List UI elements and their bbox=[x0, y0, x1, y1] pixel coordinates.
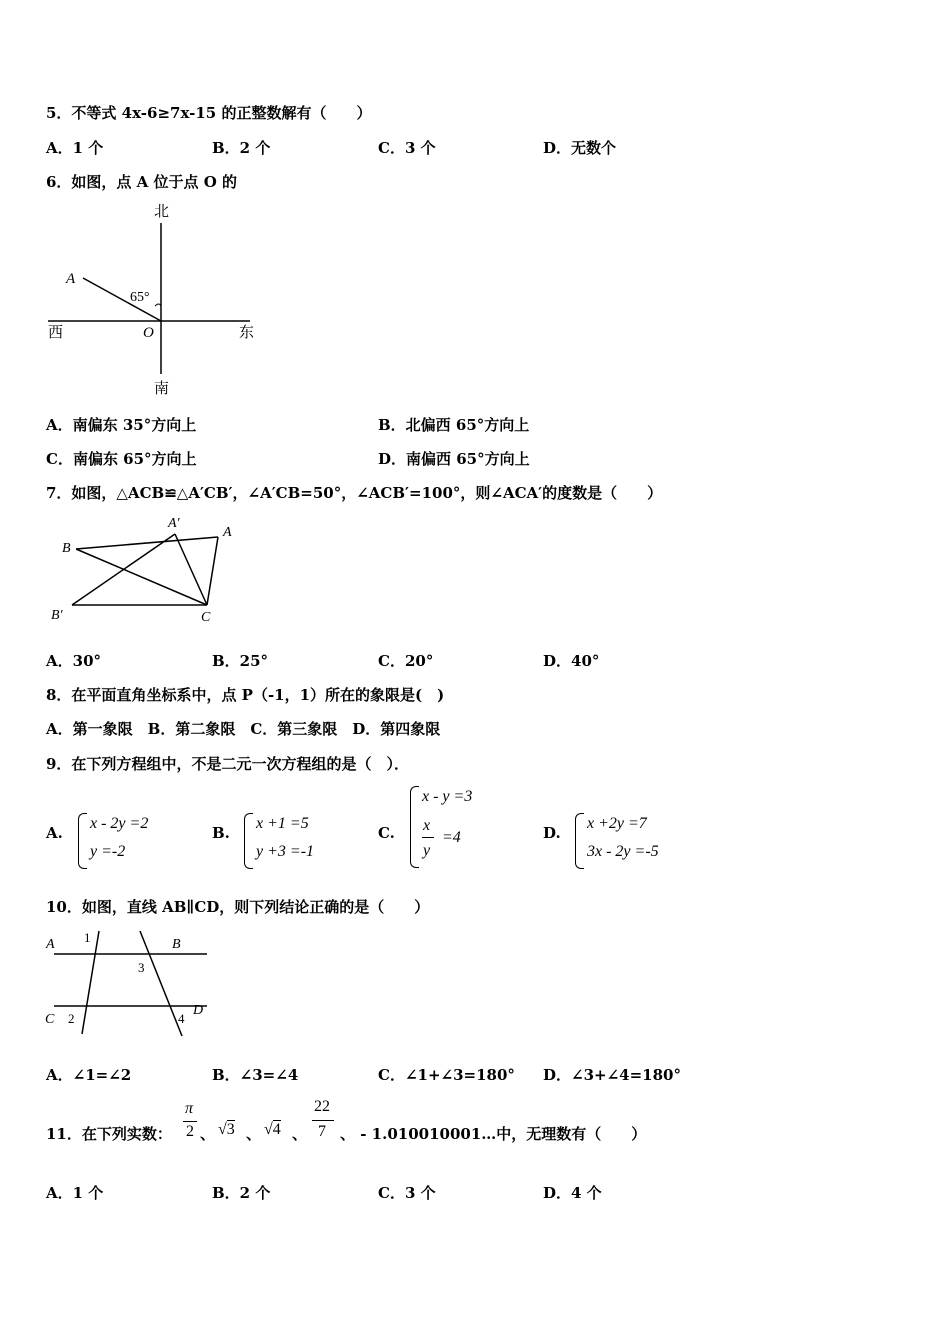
label-c: C bbox=[201, 610, 211, 625]
q10-option-b[interactable]: B．∠3=∠4 bbox=[212, 1066, 299, 1084]
q6-compass-figure bbox=[40, 198, 270, 400]
q11-sqrt-4: √4 bbox=[264, 1121, 281, 1138]
q9-system-b: x +1 =5 y +3 =-1 bbox=[244, 813, 354, 867]
angle-label: 65° bbox=[130, 290, 150, 305]
q7-triangle-figure bbox=[42, 512, 252, 630]
q9-label-a[interactable]: A. bbox=[46, 824, 63, 842]
q11-option-d[interactable]: D．4 个 bbox=[543, 1184, 602, 1202]
q7-option-c[interactable]: C．20° bbox=[378, 652, 434, 670]
q11-frac-numerator: 22 bbox=[314, 1098, 330, 1115]
angle-4-label: 4 bbox=[178, 1011, 185, 1026]
q8-options[interactable]: A．第一象限 B．第二象限 C．第三象限 D．第四象限 bbox=[46, 720, 441, 738]
q11-tail: 、 - 1.010010001…中，无理数有（ ） bbox=[340, 1125, 647, 1143]
west-label: 西 bbox=[48, 325, 64, 341]
q9-stem: 9．在下列方程组中，不是二元一次方程组的是（ ）． bbox=[46, 755, 409, 773]
q9-label-b[interactable]: B. bbox=[212, 824, 230, 842]
north-label: 北 bbox=[154, 204, 170, 220]
label-a: A bbox=[223, 525, 232, 540]
q11-pi-numerator: π bbox=[185, 1100, 194, 1117]
q11-sqrt-3: √3 bbox=[218, 1121, 235, 1138]
q10-option-c[interactable]: C．∠1+∠3=180° bbox=[378, 1066, 515, 1084]
q9-label-c[interactable]: C. bbox=[378, 824, 395, 842]
q5-stem: 5．不等式 4x-6≥7x-15 的正整数解有（ ） bbox=[46, 104, 372, 122]
q6-option-a[interactable]: A．南偏东 35°方向上 bbox=[46, 416, 197, 434]
q9-system-c: x - y =3 x y =4 bbox=[410, 786, 520, 866]
q9-system-d: x +2y =7 3x - 2y =-5 bbox=[575, 813, 695, 867]
label-c: C bbox=[45, 1012, 55, 1027]
point-a-label: A bbox=[66, 271, 76, 287]
q11-prefix: 11．在下列实数： bbox=[46, 1125, 172, 1143]
label-b-prime: B′ bbox=[51, 608, 63, 623]
q10-parallel-lines-figure bbox=[42, 926, 212, 1040]
q7-option-b[interactable]: B．25° bbox=[212, 652, 269, 670]
q11-frac-denominator: 7 bbox=[318, 1123, 326, 1140]
q9-label-d[interactable]: D. bbox=[543, 824, 561, 842]
q10-option-a[interactable]: A．∠1=∠2 bbox=[46, 1066, 132, 1084]
q5-option-c[interactable]: C．3 个 bbox=[378, 139, 436, 157]
label-d: D bbox=[193, 1003, 204, 1018]
q11-option-a[interactable]: A．1 个 bbox=[46, 1184, 104, 1202]
q11-option-b[interactable]: B．2 个 bbox=[212, 1184, 271, 1202]
q11-sep-2: 、 bbox=[246, 1125, 262, 1143]
q6-option-c[interactable]: C．南偏东 65°方向上 bbox=[46, 450, 197, 468]
east-label: 东 bbox=[239, 325, 255, 341]
label-b: B bbox=[62, 541, 71, 556]
q11-pi-denominator: 2 bbox=[186, 1123, 194, 1140]
q5-option-b[interactable]: B．2 个 bbox=[212, 139, 271, 157]
angle-1-label: 1 bbox=[84, 930, 91, 945]
label-a: A bbox=[46, 937, 55, 952]
transversal-1 bbox=[82, 931, 99, 1034]
q7-stem: 7．如图，△ACB≌△A′CB′，∠A′CB=50°，∠ACB′=100°，则∠ACA′的度数是（ ） bbox=[46, 484, 663, 502]
q6-stem: 6．如图，点 A 位于点 O 的 bbox=[46, 173, 238, 191]
q6-option-d[interactable]: D．南偏西 65°方向上 bbox=[378, 450, 530, 468]
angle-3-label: 3 bbox=[138, 960, 145, 975]
q11-option-c[interactable]: C．3 个 bbox=[378, 1184, 436, 1202]
angle-arc bbox=[155, 304, 161, 306]
q7-option-d[interactable]: D．40° bbox=[543, 652, 600, 670]
q11-sep-3: 、 bbox=[292, 1125, 308, 1143]
q5-option-a[interactable]: A．1 个 bbox=[46, 139, 104, 157]
label-a-prime: A′ bbox=[168, 516, 180, 531]
origin-label: O bbox=[143, 325, 154, 341]
south-label: 南 bbox=[154, 381, 170, 397]
q10-stem: 10．如图，直线 AB∥CD，则下列结论正确的是（ ） bbox=[46, 898, 430, 916]
q8-stem: 8．在平面直角坐标系中，点 P（-1，1）所在的象限是( ) bbox=[46, 686, 445, 704]
angle-2-label: 2 bbox=[68, 1011, 75, 1026]
q9-system-a: x - 2y =2 y =-2 bbox=[78, 813, 188, 867]
q7-option-a[interactable]: A．30° bbox=[46, 652, 102, 670]
label-b: B bbox=[172, 937, 181, 952]
q11-sep-1: 、 bbox=[200, 1125, 216, 1143]
q10-option-d[interactable]: D．∠3+∠4=180° bbox=[543, 1066, 681, 1084]
q6-option-b[interactable]: B．北偏西 65°方向上 bbox=[378, 416, 530, 434]
q5-option-d[interactable]: D．无数个 bbox=[543, 139, 617, 157]
